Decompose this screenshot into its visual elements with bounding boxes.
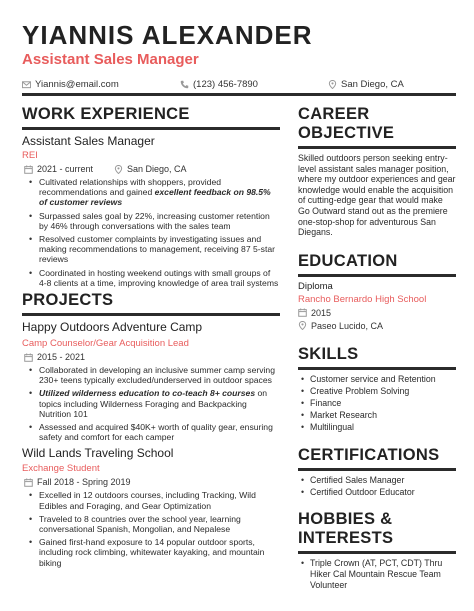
project-dates: 2015 - 2021 xyxy=(22,351,114,363)
skills-list xyxy=(298,374,456,433)
candidate-name: YIANNIS ALEXANDER xyxy=(22,20,313,50)
job-meta xyxy=(22,163,280,175)
section-heading-certifications: CERTIFICATIONS xyxy=(298,445,440,464)
certifications-list xyxy=(298,475,456,498)
list-item: • Gained first-hand exposure to 14 popular outdoor sports, including rock climbing, whitewater kayaking, and mountain biking xyxy=(22,537,280,568)
phone-text: (123) 456-7890 xyxy=(193,78,258,90)
project-title: Wild Lands Traveling School xyxy=(22,446,174,461)
project-bullets xyxy=(22,365,280,442)
section-rule xyxy=(298,551,456,554)
calendar-icon xyxy=(24,165,33,174)
section-heading-skills: SKILLS xyxy=(298,344,359,363)
left-column xyxy=(22,105,280,611)
contact-phone[interactable] xyxy=(180,79,328,90)
project-bullets xyxy=(22,490,280,567)
education-school: Rancho Bernardo High School xyxy=(298,293,427,305)
email-text: Yiannis@email.com xyxy=(35,78,119,90)
list-item: • Multilingual xyxy=(298,422,456,433)
location-pin-icon xyxy=(298,321,307,330)
resume-body xyxy=(22,105,456,611)
list-item: • Surpassed sales goal by 22%, increasing customer retention by 46% through conversations with the sales team xyxy=(22,211,280,231)
calendar-icon xyxy=(24,353,33,362)
project-meta xyxy=(22,351,280,363)
objective-text: Skilled outdoors person seeking entry-level assistant sales manager position, where my outdoor experiences and gear knowledge would enable the acquisition of cutting-edge gear that would make Go Outward stand out as the premiere one-stop-shop for adventurous San Diegans. xyxy=(298,153,456,238)
candidate-title: Assistant Sales Manager xyxy=(22,51,199,68)
list-item: • Resolved customer complaints by investigating issues and making recommendations to management, receiving 87 5-star reviews xyxy=(22,234,280,265)
contact-location xyxy=(328,79,404,90)
list-item: • Creative Problem Solving xyxy=(298,386,456,397)
header-divider xyxy=(22,93,456,96)
location-pin-icon xyxy=(328,80,337,89)
list-item: • Customer service and Retention xyxy=(298,374,456,385)
section-heading-education: EDUCATION xyxy=(298,251,398,270)
section-rule xyxy=(298,367,456,370)
section-rule xyxy=(298,146,456,149)
section-heading-work: WORK EXPERIENCE xyxy=(22,105,190,123)
job-dates: 2021 - current xyxy=(22,163,114,175)
list-item: • Triple Crown (AT, PCT, CDT) Thru Hiker Cal Mountain Rescue Team Volunteer xyxy=(298,558,456,591)
section-rule xyxy=(22,127,280,130)
section-rule xyxy=(298,468,456,471)
envelope-icon xyxy=(22,80,31,89)
right-column xyxy=(298,105,456,611)
location-pin-icon xyxy=(114,165,123,174)
list-item: • Assessed and acquired $40K+ worth of quality gear, ensuring safety and comfort for each camper xyxy=(22,422,280,442)
section-heading-objective: CAREER OBJECTIVE xyxy=(298,105,395,142)
list-item: • Certified Sales Manager xyxy=(298,475,456,486)
location-text: San Diego, CA xyxy=(341,78,404,90)
project-role: Camp Counselor/Gear Acquisition Lead xyxy=(22,338,189,350)
list-item: • Collaborated in developing an inclusive summer camp serving 230+ teens typically excluded/underserved in outdoor spaces xyxy=(22,365,280,385)
hobbies-list xyxy=(298,558,456,591)
list-item: • Certified Outdoor Educator xyxy=(298,487,456,498)
calendar-icon xyxy=(298,308,307,317)
section-heading-hobbies: HOBBIES & INTERESTS xyxy=(298,509,394,547)
list-item: • Finance xyxy=(298,398,456,409)
education-location: Paseo Lucido, CA xyxy=(298,320,456,332)
project-title: Happy Outdoors Adventure Camp xyxy=(22,320,203,335)
section-rule xyxy=(298,274,456,277)
project-dates: Fall 2018 - Spring 2019 xyxy=(22,476,131,488)
project-meta xyxy=(22,476,280,488)
list-item: • Traveled to 8 countries over the school year, learning conversational Spanish, Mongolian, and Nepalese xyxy=(22,514,280,534)
contact-row xyxy=(22,77,456,91)
job-title: Assistant Sales Manager xyxy=(22,134,155,148)
list-item: • Market Research xyxy=(298,410,456,421)
calendar-icon xyxy=(24,478,33,487)
list-item: • Cultivated relationships with shoppers, provided recommendations and gained excellent feedback on 98.5% of customer reviews xyxy=(22,177,280,208)
job-location: San Diego, CA xyxy=(114,163,187,175)
list-item: • Excelled in 12 outdoors courses, including Tracking, Wild Edibles and Foraging, and Gear Optimization xyxy=(22,490,280,510)
section-heading-projects: PROJECTS xyxy=(22,291,114,310)
education-degree: Diploma xyxy=(298,280,333,292)
list-item: • Utilized wilderness education to co-teach 8+ courses on topics including Wilderness Foraging and Backpacking Nutrition 101 xyxy=(22,388,280,419)
contact-email[interactable] xyxy=(22,79,180,90)
education-dates: 2015 xyxy=(298,307,456,319)
section-rule xyxy=(22,313,280,316)
project-role: Exchange Student xyxy=(22,463,100,475)
list-item: • Coordinated in hosting weekend outings with small groups of 4-8 clients at a time, improving knowledge of area trail systems xyxy=(22,268,280,288)
phone-icon xyxy=(180,80,189,89)
company-name: REI xyxy=(22,150,38,161)
work-bullets xyxy=(22,177,280,288)
